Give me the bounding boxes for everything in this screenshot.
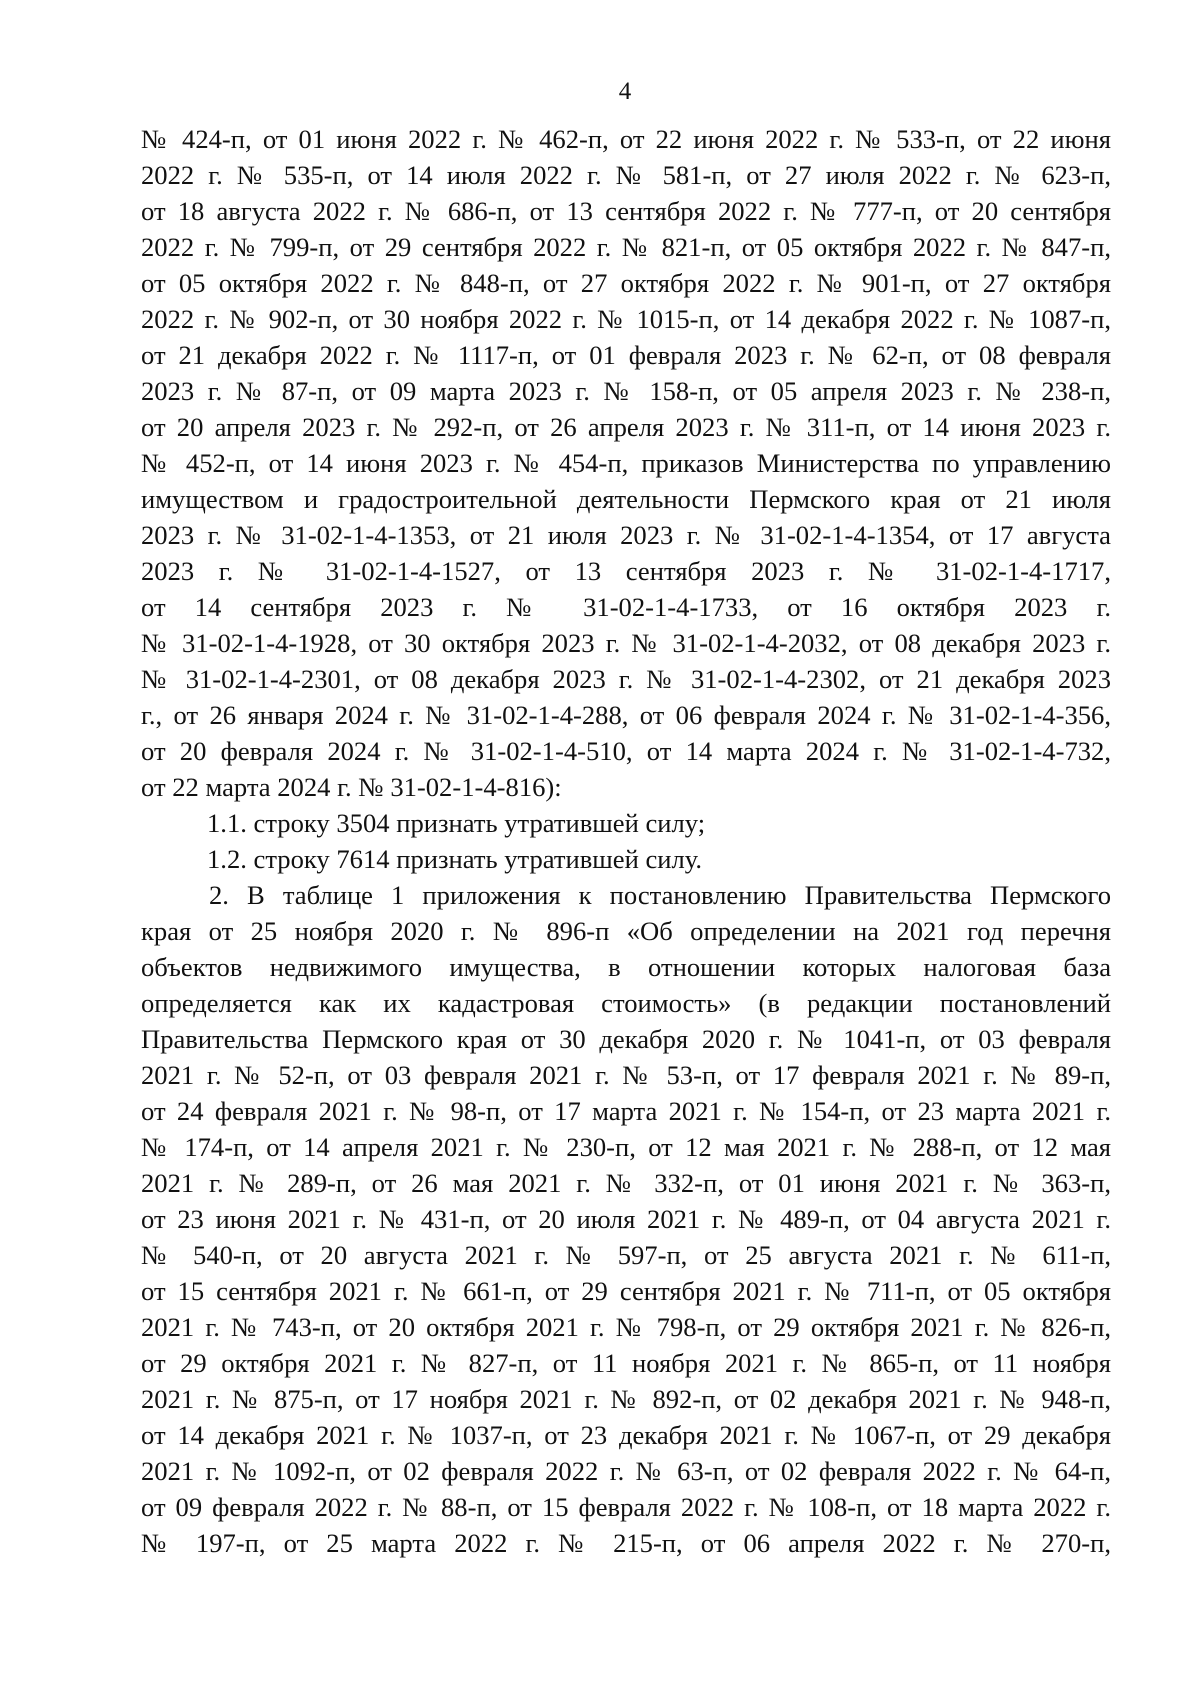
text-line: 2021 г. № 1092-п, от 02 февраля 2022 г. № 63-п, от 02 февраля 2022 г. № 64-п,	[141, 1456, 1111, 1486]
text-line: от 20 февраля 2024 г. № 31-02-1-4-510, от 14 марта 2024 г. № 31-02-1-4-732,	[141, 736, 1111, 766]
body-text	[141, 121, 1111, 1561]
text-line: № 197-п, от 25 марта 2022 г. № 215-п, от 06 апреля 2022 г. № 270-п,	[141, 1528, 1111, 1558]
text-line: 2022 г. № 902-п, от 30 ноября 2022 г. № 1015-п, от 14 декабря 2022 г. № 1087-п,	[141, 304, 1111, 334]
text-line: 2023 г. № 31-02-1-4-1353, от 21 июля 2023 г. № 31-02-1-4-1354, от 17 августа	[141, 520, 1111, 550]
text-line: 2023 г. № 31-02-1-4-1527, от 13 сентября 2023 г. № 31-02-1-4-1717,	[141, 556, 1111, 586]
text-line: 2021 г. № 743-п, от 20 октября 2021 г. № 798-п, от 29 октября 2021 г. № 826-п,	[141, 1312, 1111, 1342]
text-line: от 15 сентября 2021 г. № 661-п, от 29 сентября 2021 г. № 711-п, от 05 октября	[141, 1276, 1111, 1306]
text-line: от 29 октября 2021 г. № 827-п, от 11 ноября 2021 г. № 865-п, от 11 ноября	[141, 1348, 1111, 1378]
text-line: 2021 г. № 289-п, от 26 мая 2021 г. № 332-п, от 01 июня 2021 г. № 363-п,	[141, 1168, 1111, 1198]
text-line: края от 25 ноября 2020 г. № 896-п «Об определении на 2021 год перечня	[141, 916, 1111, 946]
text-line: от 24 февраля 2021 г. № 98-п, от 17 марта 2021 г. № 154-п, от 23 марта 2021 г.	[141, 1096, 1111, 1126]
text-line: от 09 февраля 2022 г. № 88-п, от 15 февраля 2022 г. № 108-п, от 18 марта 2022 г.	[141, 1492, 1111, 1522]
text-line: от 21 декабря 2022 г. № 1117-п, от 01 февраля 2023 г. № 62-п, от 08 февраля	[141, 340, 1111, 370]
text-line: 2021 г. № 875-п, от 17 ноября 2021 г. № 892-п, от 02 декабря 2021 г. № 948-п,	[141, 1384, 1111, 1414]
list-item: 1.2. строку 7614 признать утратившей силу.	[207, 844, 703, 874]
text-line: 2021 г. № 52-п, от 03 февраля 2021 г. № 53-п, от 17 февраля 2021 г. № 89-п,	[141, 1060, 1111, 1090]
text-line: № 424-п, от 01 июня 2022 г. № 462-п, от 22 июня 2022 г. № 533-п, от 22 июня	[141, 124, 1111, 154]
paragraph-start: 2. В таблице 1 приложения к постановлению Правительства Пермского	[209, 880, 1111, 910]
text-line: г., от 26 января 2024 г. № 31-02-1-4-288, от 06 февраля 2024 г. № 31-02-1-4-356,	[141, 700, 1111, 730]
text-line: № 31-02-1-4-1928, от 30 октября 2023 г. № 31-02-1-4-2032, от 08 декабря 2023 г.	[141, 628, 1111, 658]
text-line: № 452-п, от 14 июня 2023 г. № 454-п, приказов Министерства по управлению	[141, 448, 1111, 478]
text-line: от 23 июня 2021 г. № 431-п, от 20 июля 2021 г. № 489-п, от 04 августа 2021 г.	[141, 1204, 1111, 1234]
text-line: от 14 сентября 2023 г. № 31-02-1-4-1733, от 16 октября 2023 г.	[141, 592, 1111, 622]
text-line: Правительства Пермского края от 30 декабря 2020 г. № 1041-п, от 03 февраля	[141, 1024, 1111, 1054]
text-line: 2022 г. № 535-п, от 14 июля 2022 г. № 581-п, от 27 июля 2022 г. № 623-п,	[141, 160, 1111, 190]
text-line: № 540-п, от 20 августа 2021 г. № 597-п, от 25 августа 2021 г. № 611-п,	[141, 1240, 1111, 1270]
text-line: объектов недвижимого имущества, в отношении которых налоговая база	[141, 952, 1111, 982]
text-line: № 174-п, от 14 апреля 2021 г. № 230-п, от 12 мая 2021 г. № 288-п, от 12 мая	[141, 1132, 1111, 1162]
text-line: определяется как их кадастровая стоимость» (в редакции постановлений	[141, 988, 1111, 1018]
text-line: от 22 марта 2024 г. № 31-02-1-4-816):	[141, 772, 562, 802]
text-line: от 18 августа 2022 г. № 686-п, от 13 сентября 2022 г. № 777-п, от 20 сентября	[141, 196, 1111, 226]
text-line: имуществом и градостроительной деятельности Пермского края от 21 июля	[141, 484, 1111, 514]
text-line: 2023 г. № 87-п, от 09 марта 2023 г. № 158-п, от 05 апреля 2023 г. № 238-п,	[141, 376, 1111, 406]
page-number: 4	[618, 78, 632, 105]
text-line: от 05 октября 2022 г. № 848-п, от 27 октября 2022 г. № 901-п, от 27 октября	[141, 268, 1111, 298]
text-line: 2022 г. № 799-п, от 29 сентября 2022 г. № 821-п, от 05 октября 2022 г. № 847-п,	[141, 232, 1111, 262]
list-item: 1.1. строку 3504 признать утратившей силу;	[207, 808, 706, 838]
text-line: от 14 декабря 2021 г. № 1037-п, от 23 декабря 2021 г. № 1067-п, от 29 декабря	[141, 1420, 1111, 1450]
text-line: от 20 апреля 2023 г. № 292-п, от 26 апреля 2023 г. № 311-п, от 14 июня 2023 г.	[141, 412, 1111, 442]
text-line: № 31-02-1-4-2301, от 08 декабря 2023 г. № 31-02-1-4-2302, от 21 декабря 2023	[141, 664, 1111, 694]
